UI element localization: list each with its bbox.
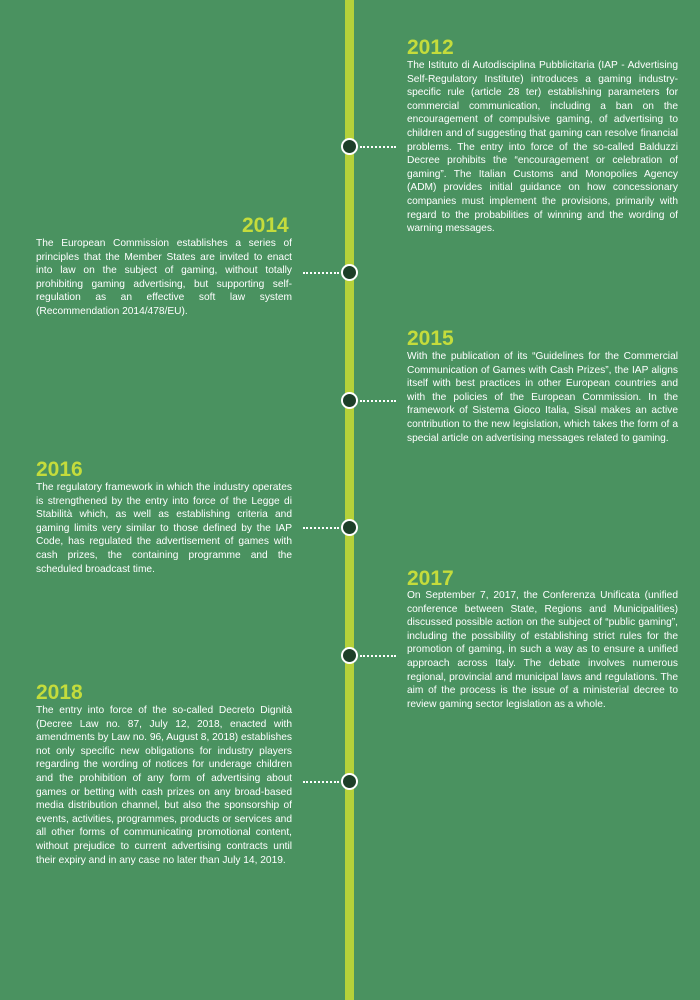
connector-2012 [360,146,396,148]
year-2012: 2012 [407,36,454,59]
timeline-node-2014 [341,264,358,281]
timeline-node-2018 [341,773,358,790]
year-2014: 2014 [242,214,289,237]
year-2017: 2017 [407,567,454,590]
year-2015: 2015 [407,327,454,350]
timeline-node-2012 [341,138,358,155]
event-2015-text: With the publication of its “Guidelines for the Commercial Communication of Games with Cash Prizes”, the IAP aligns itself with best practices in other European countries and with the policies of the European Commission. In the framework of Sistema Gioco Italia, Sisal makes an active contribution to the new legislation, which takes the form of a special article on advertising messages related to gaming. [407,351,678,444]
year-2018: 2018 [36,681,83,704]
event-2018-text: The entry into force of the so-called Decreto Dignità (Decree Law no. 87, July 12, 2018, enacted with amendments by Law no. 96, August 8, 2018) establishes not only specific new obligations for industry players regarding the wording of notices for underage children and the prohibition of any form of advertising about games or betting with cash prizes on any broad-based media distribution channel, but also the sponsorship of events, activities, programmes, products or services and all other forms of communicating promotional content, without prejudice to current advertising contracts until their expiry and in any case no later than July 14, 2019. [36,705,292,866]
event-2017-text: On September 7, 2017, the Conferenza Unificata (unified conference between State, Regions and Municipalities) discussed possible action on the subject of “public gaming”, including the possibility of establishing strict rules for the promotion of gaming, in such a way as to ensure a unified approach across Italy. The debate involves numerous regional, provincial and municipal laws and regulations. The aim of the process is the issue of a ministerial decree to review gaming sector legislation as a whole. [407,590,678,710]
timeline-node-2016 [341,519,358,536]
connector-2017 [360,655,396,657]
event-2016-text: The regulatory framework in which the industry operates is strengthened by the entry into force of the Legge di Stabilità which, as well as establishing criteria and gaming limits very similar to those defined by the IAP Code, has regulated the advertisement of games with cash prizes, the containing programme and the scheduled broadcast time. [36,482,292,575]
connector-2018 [303,781,339,783]
year-2016: 2016 [36,458,83,481]
timeline-node-2017 [341,647,358,664]
event-2012-text: The Istituto di Autodisciplina Pubblicitaria (IAP - Advertising Self-Regulatory Institute) introduces a gaming industry-specific rule (article 28 ter) establishing parameters for commercial communication, including a ban on the encouragement of compulsive gaming, of advertising to children and of suggesting that gaming can resolve financial problems. The entry into force of the so-called Balduzzi Decree prohibits the “encouragement or celebration of gaming”. The Italian Customs and Monopolies Agency (ADM) provides initial guidance on how concessionary companies must implement the provisions, primarily with regard to the probabilities of winning and the wording of warning messages. [407,60,678,235]
connector-2016 [303,527,339,529]
connector-2015 [360,400,396,402]
connector-2014 [303,272,339,274]
event-2014-text: The European Commission establishes a series of principles that the Member States are invited to enact into law on the subject of gaming, without totally prohibiting gaming advertising, but supporting self-regulation as an effective soft law system (Recommendation 2014/478/EU). [36,238,292,317]
timeline-node-2015 [341,392,358,409]
